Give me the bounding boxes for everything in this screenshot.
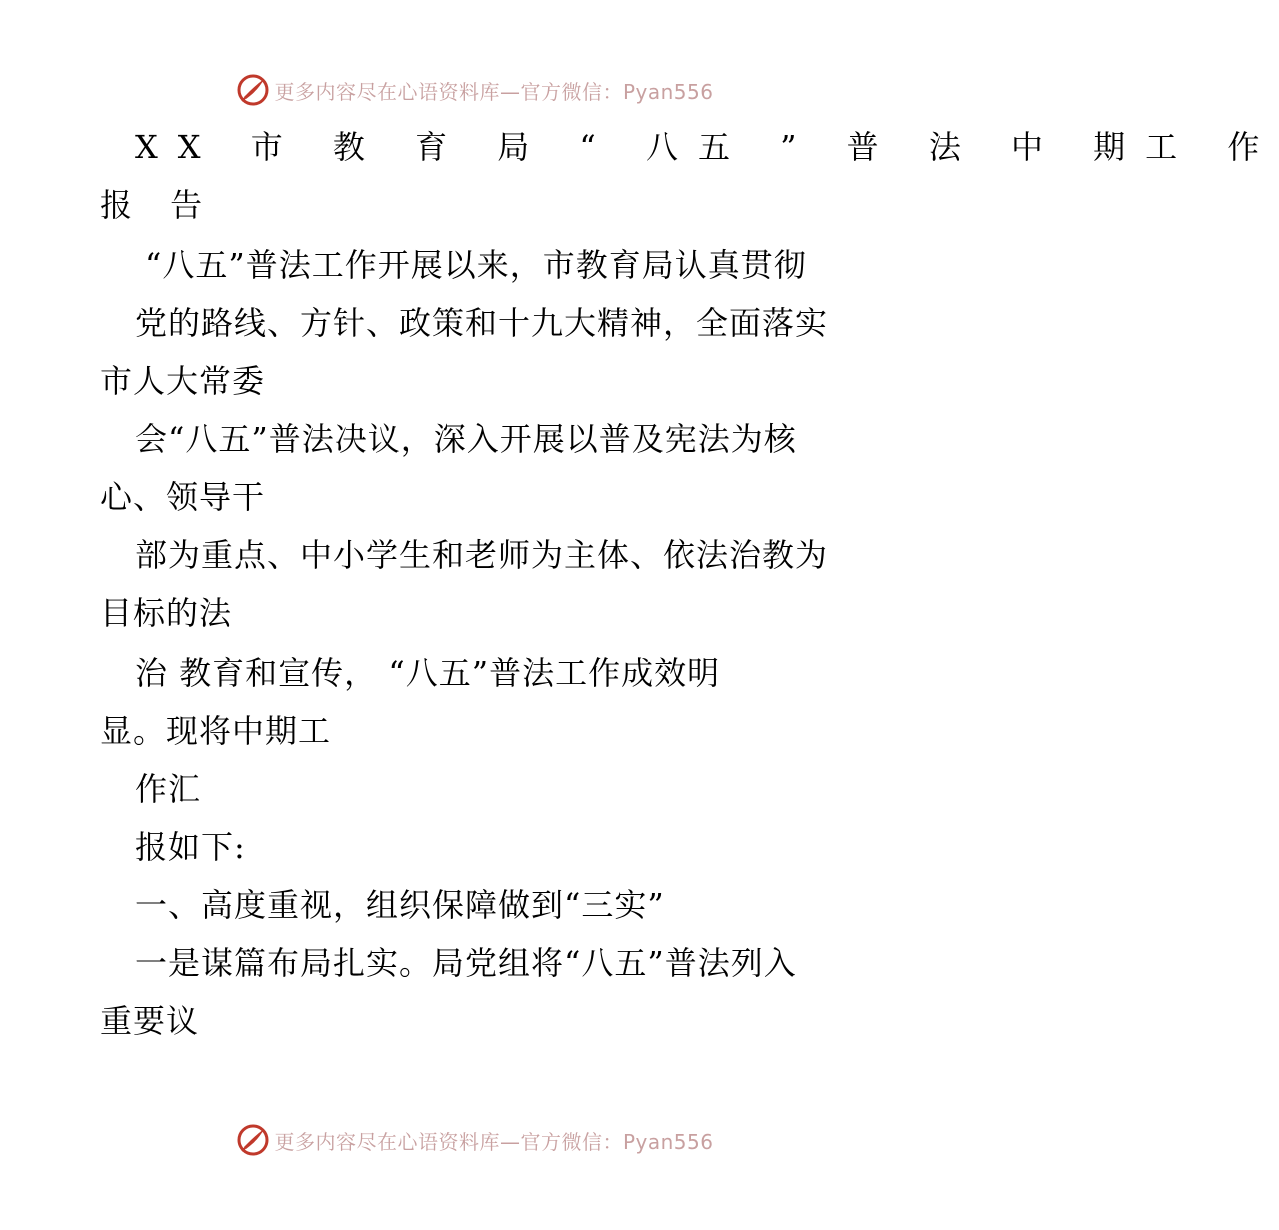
body-line: 报如下: xyxy=(135,828,246,866)
document-title-line-1: XX 市 教 育 局 “ 八五 ” 普 法 中 期工 作 xyxy=(135,128,1279,166)
watermark-text: 更多内容尽在心语资料库—官方微信：Pyan556 xyxy=(274,1129,714,1154)
watermark-text: 更多内容尽在心语资料库—官方微信：Pyan556 xyxy=(274,79,714,104)
body-line: 显。现将中期工 xyxy=(100,712,332,750)
body-line: 心、领导干 xyxy=(100,478,266,516)
body-line: 党的路线、方针、政策和十九大精神，全面落实 xyxy=(135,304,829,342)
body-line: 目标的法 xyxy=(100,594,233,632)
footer-watermark xyxy=(0,1120,950,1160)
body-line: 市人大常委 xyxy=(100,362,266,400)
document-title-line-2: 报 告 xyxy=(100,186,217,224)
body-line: 部为重点、中小学生和老师为主体、依法治教为 xyxy=(135,536,829,574)
body-line: 作汇 xyxy=(135,770,202,808)
body-line: 治 教育和宣传， “八五”普法工作成效明 xyxy=(135,654,721,692)
body-line: 会“八五”普法决议，深入开展以普及宪法为核 xyxy=(135,420,797,458)
body-line: 重要议 xyxy=(100,1002,200,1040)
red-quill-logo-icon xyxy=(236,1123,270,1157)
body-line: “八五”普法工作开展以来，市教育局认真贯彻 xyxy=(145,246,807,284)
body-line: 一是谋篇布局扎实。局党组将“八五”普法列入 xyxy=(135,944,797,982)
section-heading: 一、高度重视，组织保障做到“三实” xyxy=(135,886,665,924)
